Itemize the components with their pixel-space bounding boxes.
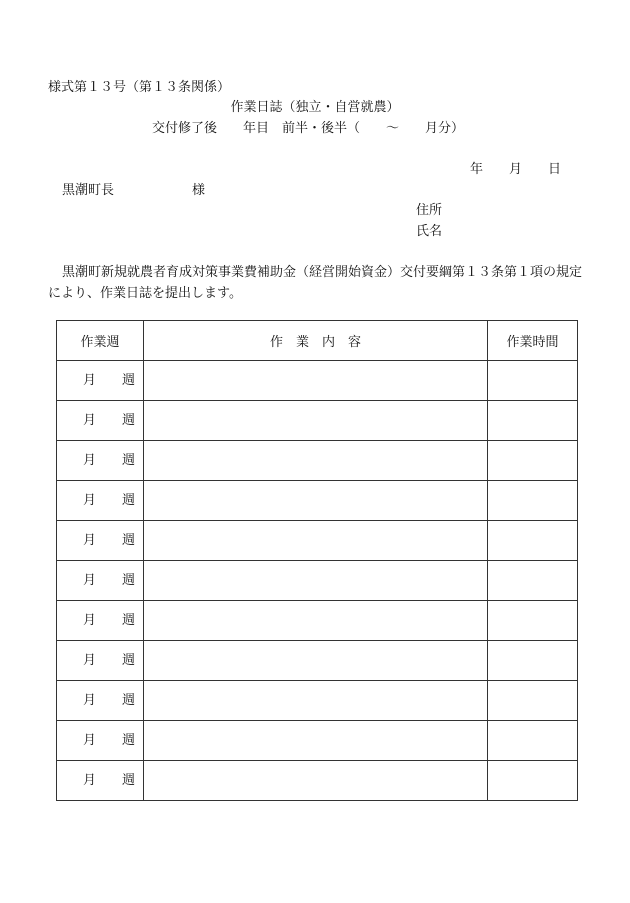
table-row: [57, 481, 578, 521]
date-line: 年 月 日: [470, 162, 562, 177]
month-unit-label: 月: [83, 773, 97, 788]
week-unit-label: 週: [122, 573, 136, 588]
work-week-cell[interactable]: [57, 721, 144, 761]
work-content-cell[interactable]: [144, 441, 488, 481]
month-unit-label: 月: [83, 413, 97, 428]
work-hours-cell[interactable]: [488, 681, 578, 721]
table-body: [57, 361, 578, 801]
week-unit-label: 週: [122, 493, 136, 508]
work-week-cell[interactable]: [57, 521, 144, 561]
document-title: 作業日誌（独立・自営就農）: [230, 100, 400, 115]
table-row: [57, 521, 578, 561]
work-content-cell[interactable]: [144, 681, 488, 721]
work-content-cell[interactable]: [144, 601, 488, 641]
work-week-cell[interactable]: [57, 361, 144, 401]
month-unit-label: 月: [83, 693, 97, 708]
work-week-cell[interactable]: [57, 601, 144, 641]
body-paragraph: 黒潮町新規就農者育成対策事業費補助金（経営開始資金）交付要綱第１３条第１項の規定により、作業日誌を提出します。: [48, 265, 583, 301]
table-row: [57, 561, 578, 601]
work-hours-cell[interactable]: [488, 441, 578, 481]
month-unit-label: 月: [83, 453, 97, 468]
work-content-cell[interactable]: [144, 561, 488, 601]
work-hours-cell[interactable]: [488, 361, 578, 401]
period-line: 交付修了後 年目 前半・後半（ ～ 月分）: [152, 121, 465, 136]
work-week-cell[interactable]: [57, 761, 144, 801]
work-content-cell[interactable]: [144, 761, 488, 801]
name-label: 氏名: [416, 224, 443, 239]
table-row: [57, 601, 578, 641]
work-hours-cell[interactable]: [488, 561, 578, 601]
header-work-hours: 作業時間: [488, 321, 578, 361]
work-content-cell[interactable]: [144, 721, 488, 761]
header-work-content: 作 業 内 容: [144, 321, 488, 361]
work-hours-cell[interactable]: [488, 721, 578, 761]
header-work-week: 作業週: [57, 321, 144, 361]
work-content-cell[interactable]: [144, 521, 488, 561]
week-unit-label: 週: [122, 373, 136, 388]
addressee-line: 黒潮町長 様: [62, 183, 206, 198]
table-row: [57, 441, 578, 481]
work-content-cell[interactable]: [144, 401, 488, 441]
work-content-cell[interactable]: [144, 361, 488, 401]
work-week-cell[interactable]: [57, 561, 144, 601]
work-hours-cell[interactable]: [488, 641, 578, 681]
week-unit-label: 週: [122, 773, 136, 788]
week-unit-label: 週: [122, 613, 136, 628]
month-unit-label: 月: [83, 653, 97, 668]
week-unit-label: 週: [122, 413, 136, 428]
work-log-table: [56, 320, 578, 801]
work-week-cell[interactable]: [57, 641, 144, 681]
week-unit-label: 週: [122, 733, 136, 748]
month-unit-label: 月: [83, 733, 97, 748]
work-week-cell[interactable]: [57, 681, 144, 721]
week-unit-label: 週: [122, 533, 136, 548]
work-week-cell[interactable]: [57, 401, 144, 441]
month-unit-label: 月: [83, 613, 97, 628]
work-hours-cell[interactable]: [488, 761, 578, 801]
address-label: 住所: [416, 203, 443, 218]
month-unit-label: 月: [83, 373, 97, 388]
work-hours-cell[interactable]: [488, 481, 578, 521]
table-header-row: [57, 321, 578, 361]
form-number: 様式第１３号（第１３条関係）: [48, 80, 231, 95]
table-row: [57, 721, 578, 761]
table-row: [57, 681, 578, 721]
week-unit-label: 週: [122, 653, 136, 668]
work-content-cell[interactable]: [144, 641, 488, 681]
work-week-cell[interactable]: [57, 481, 144, 521]
table-row: [57, 641, 578, 681]
table-row: [57, 361, 578, 401]
month-unit-label: 月: [83, 573, 97, 588]
month-unit-label: 月: [83, 493, 97, 508]
month-unit-label: 月: [83, 533, 97, 548]
week-unit-label: 週: [122, 693, 136, 708]
work-hours-cell[interactable]: [488, 521, 578, 561]
week-unit-label: 週: [122, 453, 136, 468]
table-row: [57, 761, 578, 801]
table-row: [57, 401, 578, 441]
work-hours-cell[interactable]: [488, 401, 578, 441]
work-hours-cell[interactable]: [488, 601, 578, 641]
work-week-cell[interactable]: [57, 441, 144, 481]
work-content-cell[interactable]: [144, 481, 488, 521]
